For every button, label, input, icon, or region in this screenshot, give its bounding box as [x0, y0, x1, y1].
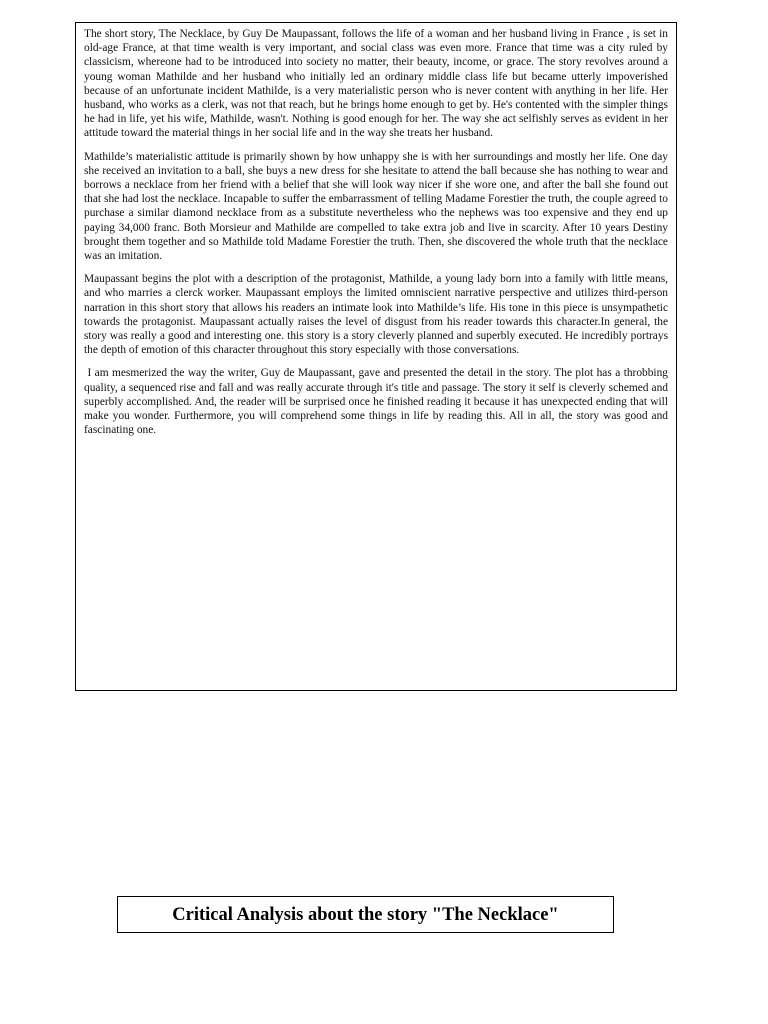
document-title: Critical Analysis about the story "The Necklace" [172, 904, 559, 925]
essay-paragraph-2: Mathilde’s materialistic attitude is primarily shown by how unhappy she is with her surroundings and mostly her life. One day she received an invitation to a ball, she buys a new dress for she hesitate to attend the ball because she has nothing to wear and borrows a necklace from her friend with a belief that she will look way nicer if she wore one, and after the ball she found out that she had lost the necklace. Incapable to suffer the embarrassment of telling Madame Forestier the truth, the couple agreed to purchase a similar diamond necklace from as a substitute nevertheless who the nephews was too expensive and they end up paying 34,000 franc. Both Morsieur and Mathilde are compelled to take extra job and live in scarcity. After 10 years Destiny brought them together and so Mathilde told Madame Forestier the truth. Then, she discovered the whole truth that the necklace was an imitation. [84, 150, 668, 263]
essay-paragraph-4: I am mesmerized the way the writer, Guy de Maupassant, gave and presented the detail in the story. The plot has a throbbing quality, a sequenced rise and fall and was really accurate through it's title and passage. The story it self is cleverly schemed and superbly accomplished. And, the reader will be surprised once he finished reading it because it has unexpected ending that will make you wonder. Furthermore, you will comprehend some things in life by reading this. All in all, the story was good and fascinating one. [84, 367, 671, 437]
title-box [117, 896, 614, 933]
essay-text-box [75, 22, 677, 691]
essay-paragraph-3: Maupassant begins the plot with a description of the protagonist, Mathilde, a young lady born into a family with little means, and who marries a clerck worker. Maupassant employs the limited omniscient narrative perspective and utilizes third-person narration in this short story that allows his readers an intimate look into Mathilde’s life. His tone in this piece is unsympathetic towards the protagonist. Maupassant actually raises the level of disgust from his reader towards this character.In general, the story was really a good and interesting one. this story is a story cleverly planned and superbly executed. He incredibly portrays the depth of emotion of this character throughout this story especially with those conversations. [84, 273, 668, 357]
essay-paragraph-1: The short story, The Necklace, by Guy De Maupassant, follows the life of a woman and her husband living in France , is set in old-age France, at that time wealth is very important, and social class was even more. France that time was a city ruled by classicism, whereone had to be introduced into society no matter, their beauty, income, or grace. The story revolves around a young woman Mathilde and her husband who initially led an ordinary middle class life but became utterly impoverished because of an unfortunate incident Mathilde, is a very materialistic person who is never content with anything in her life. Her husband, who works as a clerk, was not that reach, but he brings home enough to get by. He's contented with the simpler things he had in life, yet his wife, Mathilde, wasn't. Nothing is good enough for her. The way she act selfishly serves as evident in her attitude toward the material things in her social life and in the way she treats her husband. [84, 28, 668, 140]
